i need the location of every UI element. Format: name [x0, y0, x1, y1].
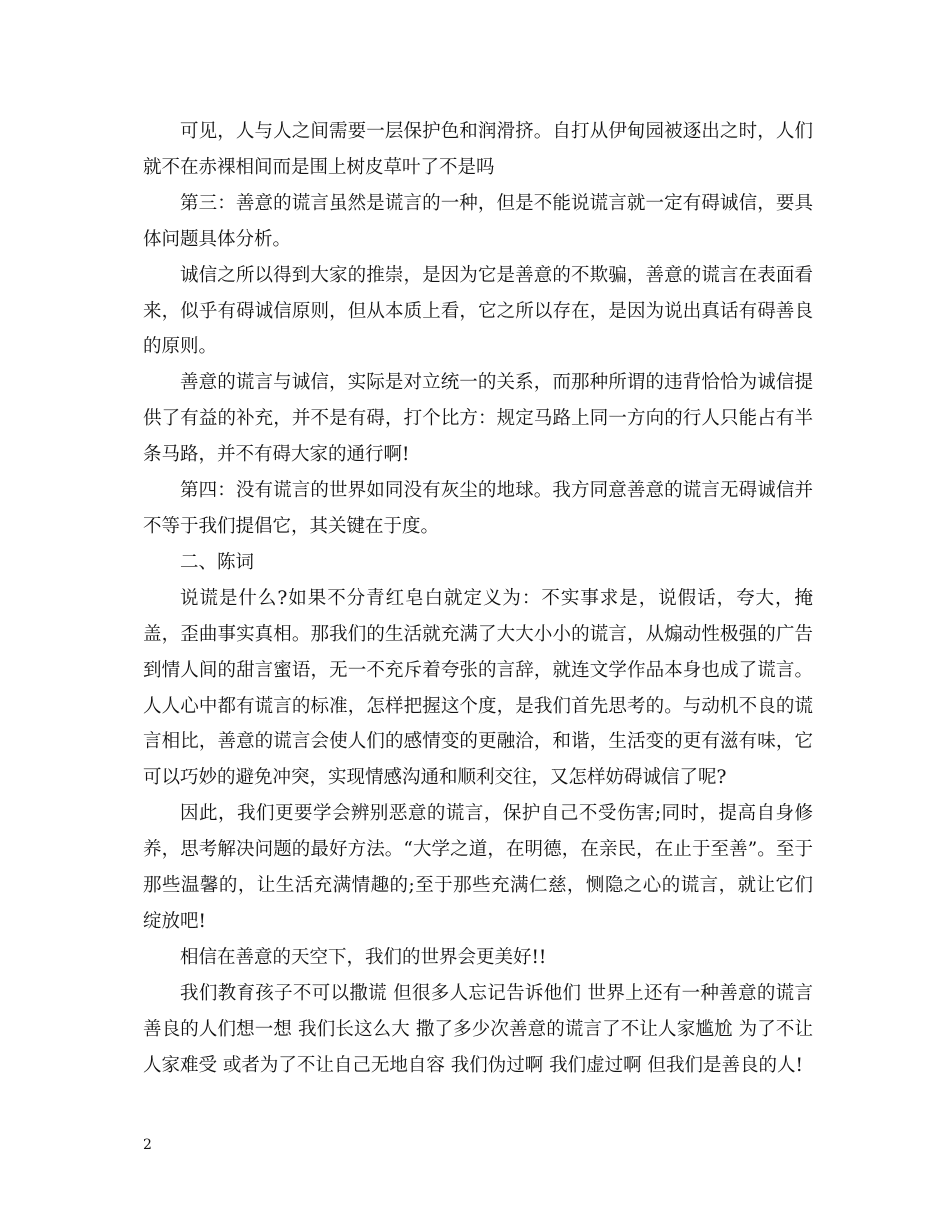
- paragraph: 第三：善意的谎言虽然是谎言的一种，但是不能说谎言就一定有碍诚信，要具体问题具体分析。: [143, 192, 813, 250]
- paragraph: 因此，我们更要学会辨别恶意的谎言，保护自己不受伤害;同时，提高自身修养，思考解决问题的最好方法。“大学之道，在明德，在亲民，在止于至善”。至于那些温馨的，让生活充满情趣的;至于那些充满仁慈，恻隐之心的谎言，就让它们绽放吧!: [143, 803, 813, 932]
- section-heading: 二、陈词: [180, 551, 255, 573]
- paragraph: 相信在善意的天空下，我们的世界会更美好!!: [180, 946, 547, 968]
- paragraph: 第四：没有谎言的世界如同没有灰尘的地球。我方同意善意的谎言无碍诚信并不等于我们提倡它，其关键在于度。: [143, 480, 813, 537]
- document-body: [143, 114, 819, 1083]
- paragraph: 善意的谎言与诚信，实际是对立统一的关系，而那种所谓的违背恰恰为诚信提供了有益的补充，并不是有碍，打个比方：规定马路上同一方向的行人只能占有半条马路，并不有碍大家的通行啊!: [143, 372, 813, 466]
- page-number: 2: [143, 1137, 152, 1153]
- paragraph: 说谎是什么?如果不分青红皂白就定义为：不实事求是，说假话，夸大，掩盖，歪曲事实真相。那我们的生活就充满了大大小小的谎言，从煽动性极强的广告到情人间的甜言蜜语，无一不充斥着夸张的言辞，就连文学作品本身也成了谎言。人人心中都有谎言的标准，怎样把握这个度，是我们首先思考的。与动机不良的谎言相比，善意的谎言会使人们的感情变的更融洽，和谐，生活变的更有滋有味，它可以巧妙的避免冲突，实现情感沟通和顺利交往，又怎样妨碍诚信了呢?: [143, 587, 813, 789]
- paragraph: 我们教育孩子不可以撒谎 但很多人忘记告诉他们 世界上还有一种善意的谎言 善良的人们想一想 我们长这么大 撒了多少次善意的谎言了不让人家尴尬 为了不让人家难受 或者为了不让自己无地自容 我们伪过啊 我们虚过啊 但我们是善良的人!: [143, 982, 819, 1076]
- paragraph: 诚信之所以得到大家的推崇，是因为它是善意的不欺骗，善意的谎言在表面看来，似乎有碍诚信原则，但从本质上看，它之所以存在，是因为说出真话有碍善良的原则。: [143, 264, 813, 358]
- paragraph: 可见，人与人之间需要一层保护色和润滑挤。自打从伊甸园被逐出之时，人们就不在赤裸相间而是围上树皮草叶了不是吗: [143, 121, 813, 178]
